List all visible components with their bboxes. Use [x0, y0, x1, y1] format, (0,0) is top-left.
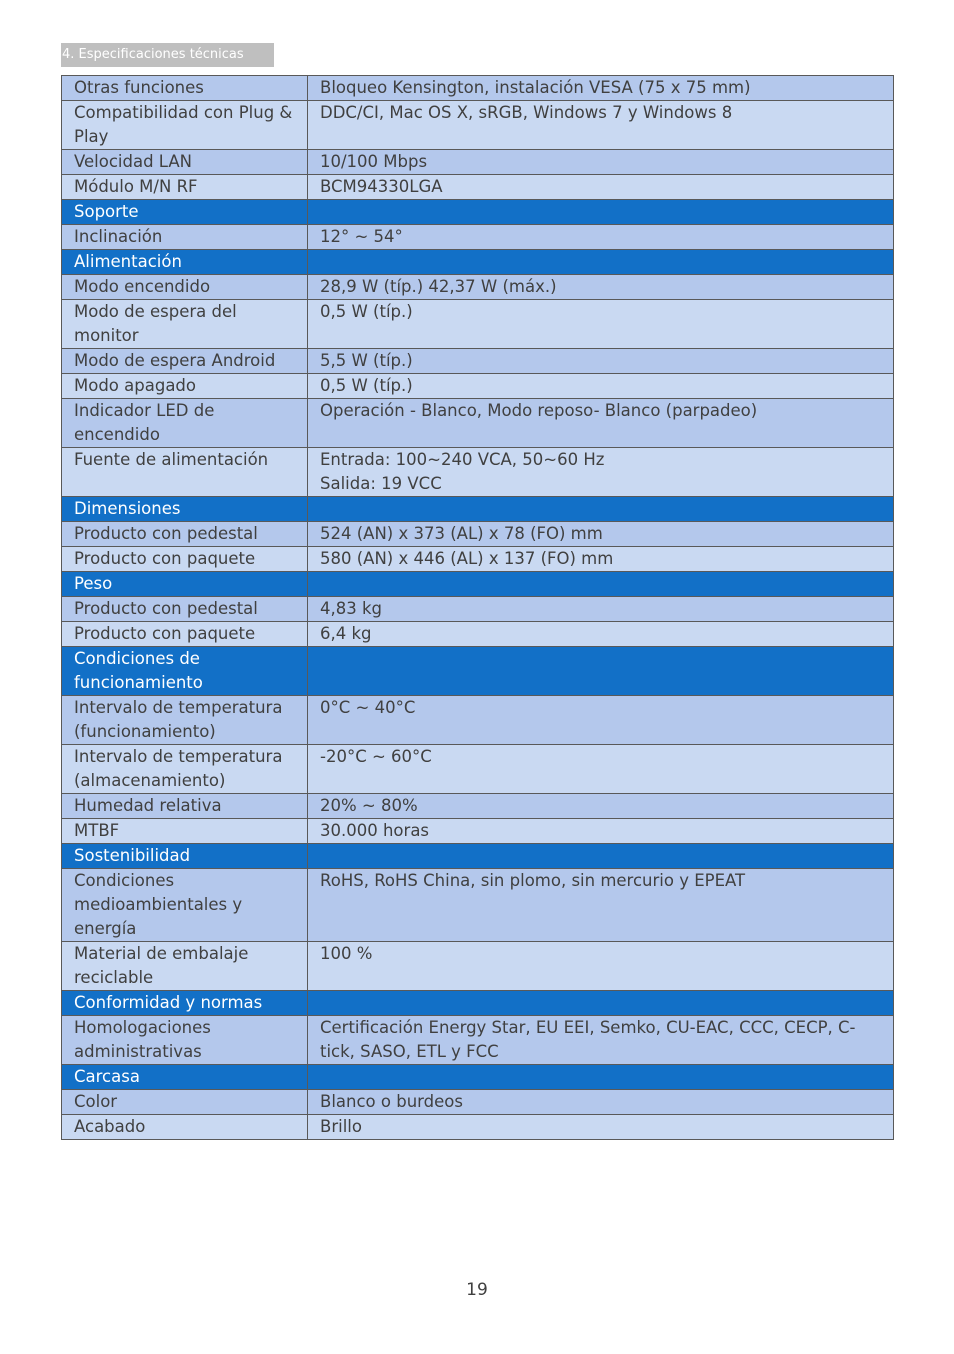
table-row: [62, 819, 894, 844]
spec-label: Modo encendido: [62, 275, 308, 300]
spec-value-line: 5,5 W (típ.): [320, 351, 413, 370]
spec-value-line: 0,5 W (típ.): [320, 302, 413, 321]
table-row: [62, 547, 894, 572]
spec-value: [308, 349, 894, 374]
table-row: [62, 1115, 894, 1140]
spec-value-line: 28,9 W (típ.) 42,37 W (máx.): [320, 277, 557, 296]
spec-value-line: Blanco o burdeos: [320, 1092, 463, 1111]
spec-value: [308, 150, 894, 175]
table-row: [62, 225, 894, 250]
section-header-row: [62, 250, 894, 275]
spec-value-line: Brillo: [320, 1117, 362, 1136]
table-row: [62, 622, 894, 647]
spec-label: Color: [62, 1090, 308, 1115]
spec-value: [308, 101, 894, 150]
spec-value-line: 6,4 kg: [320, 624, 372, 643]
spec-value: [308, 622, 894, 647]
table-row: [62, 522, 894, 547]
table-row: [62, 349, 894, 374]
section-header-spacer: [308, 1065, 894, 1090]
spec-label: Inclinación: [62, 225, 308, 250]
section-header-row: [62, 844, 894, 869]
specifications-table-body: [62, 76, 894, 1140]
spec-value: [308, 869, 894, 942]
spec-value: [308, 399, 894, 448]
spec-value-line: 20% ~ 80%: [320, 796, 418, 815]
section-header-row: [62, 647, 894, 696]
spec-label: Producto con pedestal: [62, 522, 308, 547]
spec-value: [308, 225, 894, 250]
section-header-label: Conformidad y normas: [62, 991, 308, 1016]
section-tab: 4. Especificaciones técnicas: [61, 43, 274, 67]
spec-value: [308, 76, 894, 101]
spec-value-line: Salida: 19 VCC: [320, 474, 442, 493]
spec-label: MTBF: [62, 819, 308, 844]
table-row: [62, 942, 894, 991]
spec-label: Material de embalaje reciclable: [62, 942, 308, 991]
section-header-label: Sostenibilidad: [62, 844, 308, 869]
spec-value: [308, 597, 894, 622]
spec-value: [308, 522, 894, 547]
table-row: [62, 399, 894, 448]
spec-value: [308, 448, 894, 497]
table-row: [62, 101, 894, 150]
spec-label: Homologaciones administrativas: [62, 1016, 308, 1065]
spec-label: Otras funciones: [62, 76, 308, 101]
spec-value-line: Certificación Energy Star, EU EEI, Semko, CU-EAC, CCC, CECP, C-tick, SASO, ETL y FCC: [320, 1018, 856, 1061]
spec-value: [308, 1016, 894, 1065]
spec-label: Acabado: [62, 1115, 308, 1140]
spec-value-line: 4,83 kg: [320, 599, 383, 618]
table-row: [62, 150, 894, 175]
table-row: [62, 175, 894, 200]
spec-label: Intervalo de temperatura (funcionamiento): [62, 696, 308, 745]
spec-label: Modo de espera del monitor: [62, 300, 308, 349]
spec-value-line: 524 (AN) x 373 (AL) x 78 (FO) mm: [320, 524, 603, 543]
spec-value-line: 10/100 Mbps: [320, 152, 428, 171]
spec-value: [308, 300, 894, 349]
table-row: [62, 869, 894, 942]
spec-value: [308, 374, 894, 399]
spec-value: [308, 745, 894, 794]
section-header-row: [62, 200, 894, 225]
spec-value-line: 30.000 horas: [320, 821, 430, 840]
table-row: [62, 76, 894, 101]
spec-value-line: -20°C ~ 60°C: [320, 747, 432, 766]
spec-value-line: BCM94330LGA: [320, 177, 443, 196]
spec-value: [308, 942, 894, 991]
spec-label: Producto con paquete: [62, 622, 308, 647]
spec-value-line: Bloqueo Kensington, instalación VESA (75 x 75 mm): [320, 78, 751, 97]
spec-label: Velocidad LAN: [62, 150, 308, 175]
spec-value-line: 100 %: [320, 944, 373, 963]
spec-value: [308, 547, 894, 572]
section-header-row: [62, 497, 894, 522]
section-header-label: Peso: [62, 572, 308, 597]
section-header-row: [62, 1065, 894, 1090]
table-row: [62, 1016, 894, 1065]
spec-value-line: 0,5 W (típ.): [320, 376, 413, 395]
spec-value-line: DDC/CI, Mac OS X, sRGB, Windows 7 y Windows 8: [320, 103, 733, 122]
section-header-label: Condiciones de funcionamiento: [62, 647, 308, 696]
spec-label: Producto con pedestal: [62, 597, 308, 622]
section-header-row: [62, 572, 894, 597]
spec-label: Condiciones medioambientales y energía: [62, 869, 308, 942]
section-header-spacer: [308, 647, 894, 696]
spec-label: Modo de espera Android: [62, 349, 308, 374]
section-header-row: [62, 991, 894, 1016]
spec-label: Indicador LED de encendido: [62, 399, 308, 448]
spec-value: [308, 275, 894, 300]
spec-value-line: 12° ~ 54°: [320, 227, 403, 246]
table-row: [62, 448, 894, 497]
table-row: [62, 597, 894, 622]
spec-label: Intervalo de temperatura (almacenamiento): [62, 745, 308, 794]
table-row: [62, 1090, 894, 1115]
table-row: [62, 745, 894, 794]
section-header-label: Carcasa: [62, 1065, 308, 1090]
spec-value-line: RoHS, RoHS China, sin plomo, sin mercurio y EPEAT: [320, 871, 746, 890]
section-header-label: Alimentación: [62, 250, 308, 275]
section-header-spacer: [308, 250, 894, 275]
page-number: 19: [466, 1280, 488, 1300]
spec-label: Módulo M/N RF: [62, 175, 308, 200]
table-row: [62, 794, 894, 819]
spec-label: Fuente de alimentación: [62, 448, 308, 497]
section-header-spacer: [308, 991, 894, 1016]
table-row: [62, 696, 894, 745]
table-row: [62, 300, 894, 349]
spec-label: Humedad relativa: [62, 794, 308, 819]
spec-value: [308, 1115, 894, 1140]
spec-value-line: 0°C ~ 40°C: [320, 698, 416, 717]
spec-label: Compatibilidad con Plug & Play: [62, 101, 308, 150]
spec-value: [308, 1090, 894, 1115]
spec-value: [308, 175, 894, 200]
section-header-spacer: [308, 844, 894, 869]
section-header-label: Soporte: [62, 200, 308, 225]
spec-value: [308, 696, 894, 745]
section-header-spacer: [308, 572, 894, 597]
spec-label: Modo apagado: [62, 374, 308, 399]
spec-value: [308, 819, 894, 844]
spec-value-line: Operación - Blanco, Modo reposo- Blanco (parpadeo): [320, 401, 758, 420]
spec-value: [308, 794, 894, 819]
spec-value-line: Entrada: 100~240 VCA, 50~60 Hz: [320, 450, 605, 469]
spec-label: Producto con paquete: [62, 547, 308, 572]
section-header-spacer: [308, 497, 894, 522]
table-row: [62, 374, 894, 399]
section-header-label: Dimensiones: [62, 497, 308, 522]
spec-value-line: 580 (AN) x 446 (AL) x 137 (FO) mm: [320, 549, 614, 568]
section-header-spacer: [308, 200, 894, 225]
table-row: [62, 275, 894, 300]
specifications-table: [61, 75, 894, 1140]
